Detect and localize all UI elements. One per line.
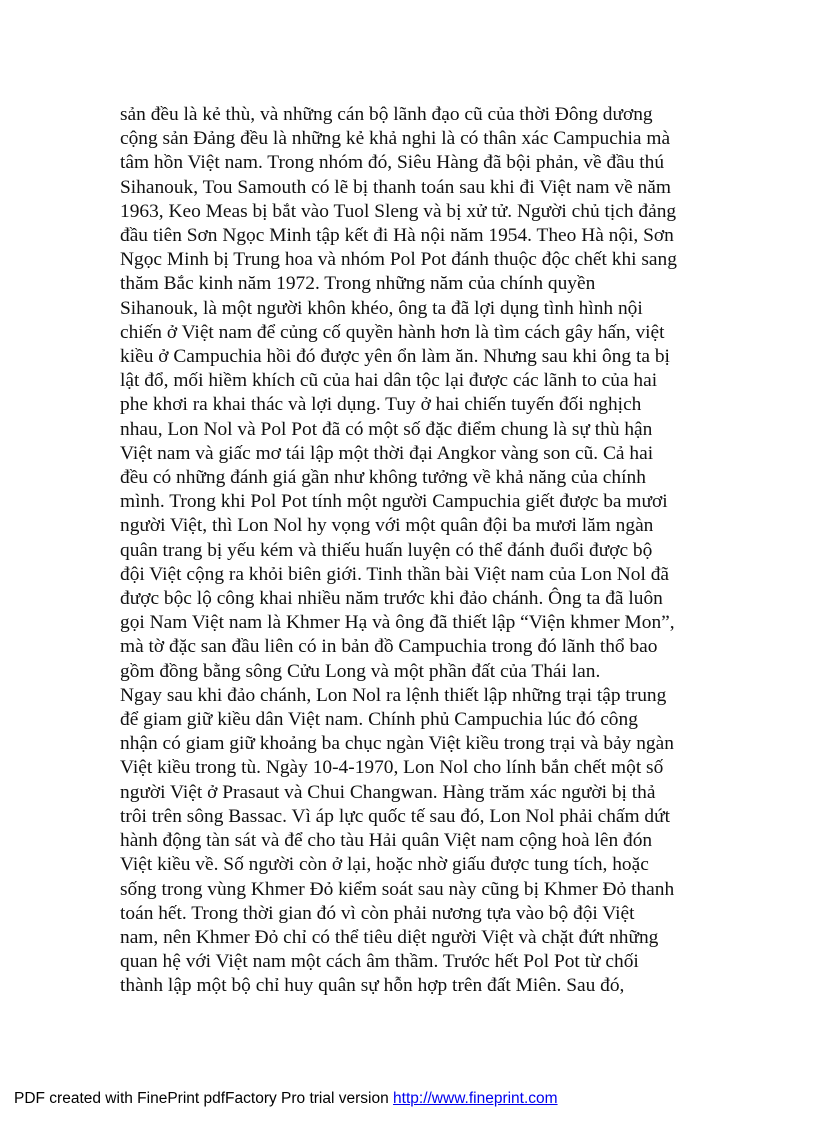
- text-line: Việt nam và giấc mơ tái lập một thời đại Angkor vàng son cũ. Cả hai: [120, 442, 654, 464]
- text-line: đầu tiên Sơn Ngọc Minh tập kết đi Hà nội năm 1954. Theo Hà nội, Sơn: [120, 225, 674, 247]
- text-line: mà tờ đặc san đầu liên có in bản đồ Campuchia trong đó lãnh thổ bao: [120, 636, 658, 658]
- text-line: phe khơi ra khai thác và lợi dụng. Tuy ở hai chiến tuyến đối nghịch: [120, 394, 642, 416]
- fineprint-link[interactable]: http://www.fineprint.com: [393, 1090, 558, 1107]
- text-line: sống trong vùng Khmer Đỏ kiểm soát sau này cũng bị Khmer Đỏ thanh: [120, 878, 675, 900]
- text-line: nam, nên Khmer Đỏ chỉ có thể tiêu diệt người Việt và chặt đứt những: [120, 926, 659, 948]
- text-line: toán hết. Trong thời gian đó vì còn phải nương tựa vào bộ đội Việt: [120, 902, 635, 924]
- text-line: lật đổ, mối hiềm khích cũ của hai dân tộc lại được các lãnh to của hai: [120, 370, 658, 392]
- footer-text: PDF created with FinePrint pdfFactory Pro trial version: [14, 1090, 394, 1107]
- text-line: thành lập một bộ chỉ huy quân sự hỗn hợp trên đất Miên. Sau đó,: [120, 975, 625, 997]
- text-line: tâm hồn Việt nam. Trong nhóm đó, Siêu Hàng đã bội phản, về đầu thú: [120, 152, 665, 174]
- text-line: để giam giữ kiều dân Việt nam. Chính phủ Campuchia lúc đó công: [120, 709, 638, 731]
- text-line: gồm đồng bằng sông Cửu Long và một phần đất của Thái lan.: [120, 660, 601, 682]
- text-line: đều có những đánh giá gần như không tưởng về khả năng của chính: [120, 467, 646, 489]
- text-line: cộng sản Đảng đều là những kẻ khả nghi là có thân xác Campuchia mà: [120, 128, 671, 150]
- text-line: Việt kiều trong tù. Ngày 10-4-1970, Lon Nol cho lính bắn chết một số: [120, 757, 664, 779]
- text-line: người Việt ở Prasaut và Chui Changwan. Hàng trăm xác người bị thả: [120, 781, 656, 803]
- text-line: được bộc lộ công khai nhiều năm trước khi đảo chánh. Ông ta đã luôn: [120, 588, 663, 610]
- text-line: gọi Nam Việt nam là Khmer Hạ và ông đã thiết lập “Viện khmer Mon”,: [120, 612, 675, 634]
- text-line: Việt kiều về. Số người còn ở lại, hoặc nhờ giấu được tung tích, hoặc: [120, 854, 649, 876]
- text-line: chiến ở Việt nam để củng cố quyền hành hơn là tìm cách gây hấn, việt: [120, 321, 665, 343]
- text-line: kiều ở Campuchia hồi đó được yên ổn làm ăn. Nhưng sau khi ông ta bị: [120, 346, 670, 368]
- text-line: Sihanouk, Tou Samouth có lẽ bị thanh toán sau khi đi Việt nam về năm: [120, 176, 671, 198]
- text-line: quan hệ với Việt nam một cách âm thầm. Trước hết Pol Pot từ chối: [120, 951, 639, 973]
- text-line: Ngọc Minh bị Trung hoa và nhóm Pol Pot đánh thuộc độc chết khi sang: [120, 249, 677, 271]
- text-line: mình. Trong khi Pol Pot tính một người Campuchia giết được ba mươi: [120, 491, 668, 513]
- text-line: Sihanouk, là một người khôn khéo, ông ta đã lợi dụng tình hình nội: [120, 297, 643, 319]
- pdf-footer: [14, 1089, 558, 1109]
- text-line: đội Việt cộng ra khỏi biên giới. Tinh thần bài Việt nam của Lon Nol đã: [120, 563, 669, 585]
- text-line: người Việt, thì Lon Nol hy vọng với một quân đội ba mươi lăm ngàn: [120, 515, 654, 537]
- text-line: nhau, Lon Nol và Pol Pot đã có một số đặc điểm chung là sự thù hận: [120, 418, 653, 440]
- text-line: 1963, Keo Meas bị bắt vào Tuol Sleng và bị xử tử. Người chủ tịch đảng: [120, 200, 677, 222]
- text-line: sản đều là kẻ thù, và những cán bộ lãnh đạo cũ của thời Đông dương: [120, 104, 653, 125]
- text-line: trôi trên sông Bassac. Vì áp lực quốc tế sau đó, Lon Nol phải chấm dứt: [120, 805, 671, 827]
- text-line: hành động tàn sát và để cho tàu Hải quân Việt nam cộng hoà lên đón: [120, 830, 653, 852]
- body-text: [120, 103, 720, 999]
- text-line: thăm Bắc kinh năm 1972. Trong những năm của chính quyền: [120, 273, 596, 295]
- text-line: Ngay sau khi đảo chánh, Lon Nol ra lệnh thiết lập những trại tập trung: [120, 684, 667, 706]
- text-line: quân trang bị yếu kém và thiếu huấn luyện có thể đánh đuổi được bộ: [120, 539, 653, 561]
- text-line: nhận có giam giữ khoảng ba chục ngàn Việt kiều trong trại và bảy ngàn: [120, 733, 674, 755]
